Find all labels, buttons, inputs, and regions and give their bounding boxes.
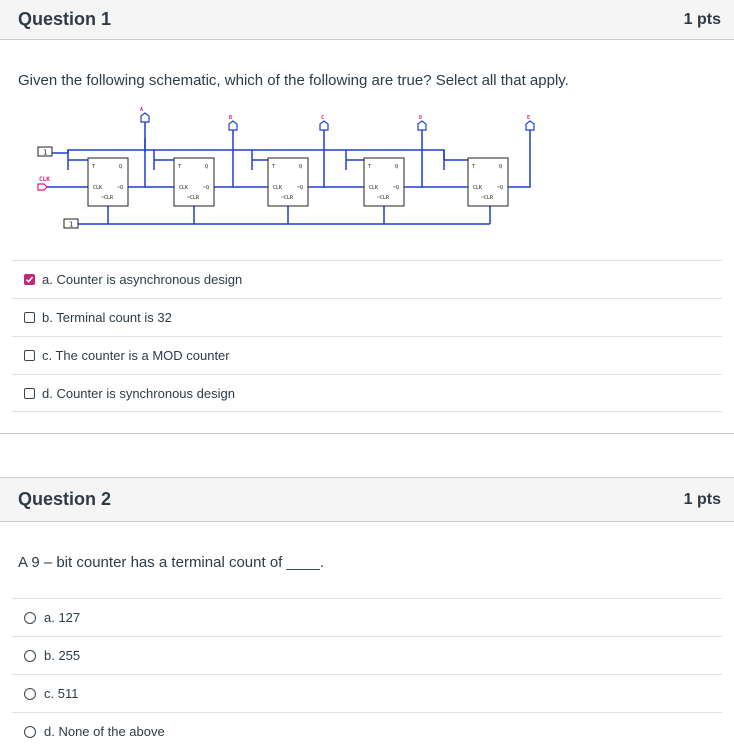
answer-label: b. 255: [44, 648, 81, 663]
radio-icon[interactable]: [24, 612, 36, 624]
svg-text:~CLR: ~CLR: [187, 195, 200, 201]
svg-text:Q: Q: [395, 164, 399, 170]
answer-option[interactable]: [12, 712, 722, 750]
answer-option[interactable]: [12, 374, 722, 412]
clk-input: [38, 176, 50, 190]
constant-one-bottom: [64, 219, 78, 229]
svg-text:1: 1: [69, 220, 74, 229]
output-probe-d: [418, 115, 426, 130]
question-2-points: 1 pts: [683, 490, 721, 508]
svg-text:A: A: [140, 107, 144, 113]
svg-text:T: T: [92, 164, 96, 170]
output-probe-e: [526, 115, 534, 130]
svg-text:~Q: ~Q: [117, 185, 124, 191]
answer-option[interactable]: [12, 298, 722, 336]
answer-label: c. The counter is a MOD counter: [42, 348, 230, 363]
checkbox-icon[interactable]: [24, 312, 35, 323]
answer-label: d. Counter is synchronous design: [42, 385, 235, 401]
svg-text:~CLR: ~CLR: [101, 195, 114, 201]
output-probe-c: [320, 115, 328, 130]
question-2-header: [0, 477, 734, 522]
output-probe-a: [140, 107, 149, 122]
flip-flop-1: [88, 158, 128, 206]
svg-text:~CLR: ~CLR: [481, 195, 494, 201]
question-2-prompt: A 9 – bit counter has a terminal count of ____.: [18, 554, 325, 571]
svg-text:Q: Q: [119, 164, 123, 170]
answer-label: d. None of the above: [44, 724, 165, 739]
answer-label: a. Counter is asynchronous design: [42, 272, 243, 287]
radio-icon[interactable]: [24, 650, 36, 662]
svg-text:C: C: [321, 115, 325, 121]
svg-text:~Q: ~Q: [203, 185, 210, 191]
checkbox-checked-icon[interactable]: [24, 274, 35, 285]
svg-text:CLK: CLK: [273, 185, 283, 191]
question-divider: [0, 433, 734, 434]
question-1-header: [0, 0, 734, 40]
answer-option[interactable]: [12, 636, 722, 674]
radio-icon[interactable]: [24, 688, 36, 700]
svg-text:B: B: [229, 115, 233, 121]
question-1-title: Question 1: [18, 9, 112, 29]
svg-text:~Q: ~Q: [393, 185, 400, 191]
svg-text:D: D: [419, 115, 423, 121]
answer-label: c. 511: [44, 686, 79, 701]
svg-text:T: T: [368, 164, 372, 170]
svg-text:~Q: ~Q: [297, 185, 304, 191]
svg-text:CLK: CLK: [93, 185, 103, 191]
svg-text:CLK: CLK: [369, 185, 379, 191]
svg-text:~CLR: ~CLR: [281, 195, 294, 201]
flip-flop-3: [268, 158, 308, 206]
radio-icon[interactable]: [24, 726, 36, 738]
svg-text:E: E: [527, 115, 531, 121]
svg-text:Q: Q: [299, 164, 303, 170]
svg-text:T: T: [272, 164, 276, 170]
question-1-prompt: Given the following schematic, which of the following are true? Select all that apply.: [18, 72, 569, 89]
svg-text:~Q: ~Q: [497, 185, 504, 191]
svg-text:T: T: [472, 164, 476, 170]
question-1-points: 1 pts: [683, 10, 721, 28]
answer-label: a. 127: [44, 610, 81, 625]
question-1-answers: [12, 260, 722, 412]
svg-text:CLK: CLK: [179, 185, 189, 191]
svg-text:CLK: CLK: [39, 176, 50, 183]
flip-flop-5: [468, 158, 508, 206]
question-2-answers: [12, 598, 722, 750]
constant-one-top: [38, 147, 52, 157]
flip-flop-2: [174, 158, 214, 206]
answer-option[interactable]: [12, 260, 722, 298]
svg-text:~CLR: ~CLR: [377, 195, 390, 201]
checkbox-icon[interactable]: [24, 350, 35, 361]
flip-flop-4: [364, 158, 404, 206]
checkbox-icon[interactable]: [24, 388, 35, 399]
answer-option[interactable]: [12, 336, 722, 374]
svg-text:T: T: [178, 164, 182, 170]
svg-text:Q: Q: [205, 164, 209, 170]
answer-option[interactable]: [12, 674, 722, 712]
svg-text:CLK: CLK: [473, 185, 483, 191]
answer-option[interactable]: [12, 598, 722, 636]
counter-schematic: [30, 102, 550, 232]
answer-label: b. Terminal count is 32: [42, 310, 172, 325]
question-2-title: Question 2: [18, 489, 112, 509]
svg-text:1: 1: [43, 148, 48, 157]
output-probe-b: [229, 115, 237, 130]
svg-text:Q: Q: [499, 164, 503, 170]
